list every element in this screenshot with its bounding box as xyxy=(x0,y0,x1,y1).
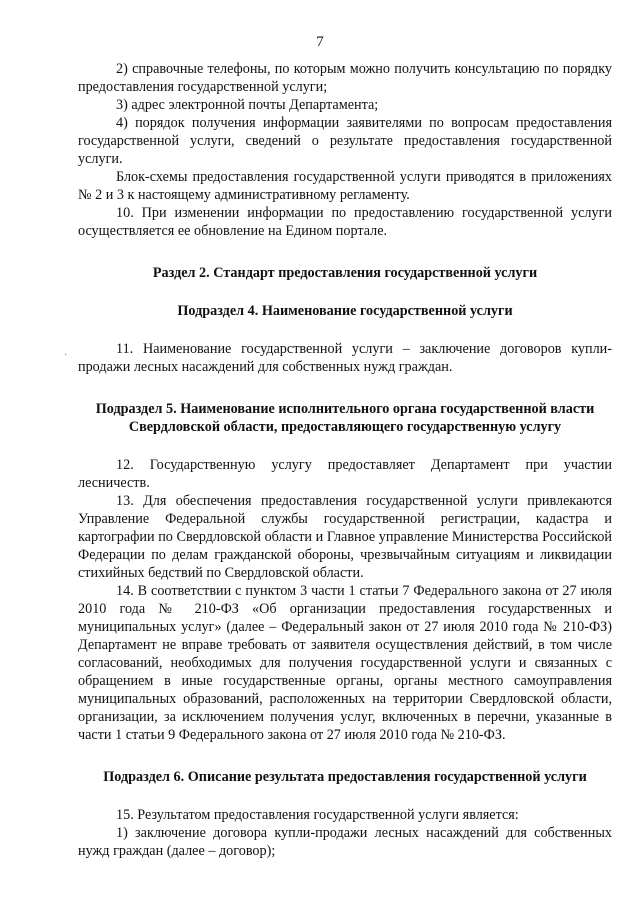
document-body xyxy=(78,60,612,860)
paragraph-15-item-1: 1) заключение договора купли-продажи лесных насаждений для собственных нужд граждан (далее – договор); xyxy=(78,825,612,859)
subsection-4-heading: Подраздел 4. Наименование государственной услуги xyxy=(177,303,513,319)
paragraph-item-4: 4) порядок получения информации заявителями по вопросам предоставления государственной услуги, сведений о результате предоставления государственной услуги. xyxy=(78,115,612,167)
paragraph-item-3: 3) адрес электронной почты Департамента; xyxy=(116,97,379,113)
paragraph-item-2: 2) справочные телефоны, по которым можно получить консультацию по порядку предоставления государственной услуги; xyxy=(78,61,612,95)
paragraph-10: 10. При изменении информации по предоставлению государственной услуги осуществляется ее обновление на Едином портале. xyxy=(78,205,612,239)
subsection-6-heading: Подраздел 6. Описание результата предоставления государственной услуги xyxy=(103,769,587,785)
paragraph-14: 14. В соответствии с пунктом 3 части 1 статьи 7 Федерального закона от 27 июля 2010 года № 210-ФЗ «Об организации предоставления государственных и муниципальных услуг» (далее – Федеральный закон от 27 июля 2010 года № 210-ФЗ) Департамент не вправе требовать от заявителя осуществления действий, в том числе согласований, необходимых для получения государственной услуги и связанных с обращением в иные государственные органы, органы местного самоуправления муниципальных образований, расположенных на территории Свердловской области, организации, за исключением получения услуг, включенных в перечни, указанные в части 1 статьи 9 Федерального закона от 27 июля 2010 года № 210-ФЗ. xyxy=(78,583,612,743)
page-number: 7 xyxy=(316,34,324,50)
subsection-5-heading: Подраздел 5. Наименование исполнительного органа государственной власти Свердловской области, предоставляющего государственную услугу xyxy=(95,401,595,435)
paragraph-15: 15. Результатом предоставления государственной услуги является: xyxy=(116,807,519,823)
paragraph-11: 11. Наименование государственной услуги – заключение договоров купли-продажи лесных насаждений для собственных нужд граждан. xyxy=(78,341,612,375)
paragraph-12: 12. Государственную услугу предоставляет Департамент при участии лесничеств. xyxy=(78,457,612,491)
paragraph-13: 13. Для обеспечения предоставления государственной услуги привлекаются Управление Федеральной службы государственной регистрации, кадастра и картографии по Свердловской области и Главное управление Министерства Российской Федерации по делам гражданской обороны, чрезвычайным ситуациям и ликвидации стихийных бедствий по Свердловской области. xyxy=(78,493,612,581)
section-2-heading: Раздел 2. Стандарт предоставления государственной услуги xyxy=(152,265,538,281)
paragraph-flowcharts: Блок-схемы предоставления государственной услуги приводятся в приложениях № 2 и 3 к настоящему административному регламенту. xyxy=(78,169,612,203)
margin-dot: · xyxy=(64,350,68,361)
